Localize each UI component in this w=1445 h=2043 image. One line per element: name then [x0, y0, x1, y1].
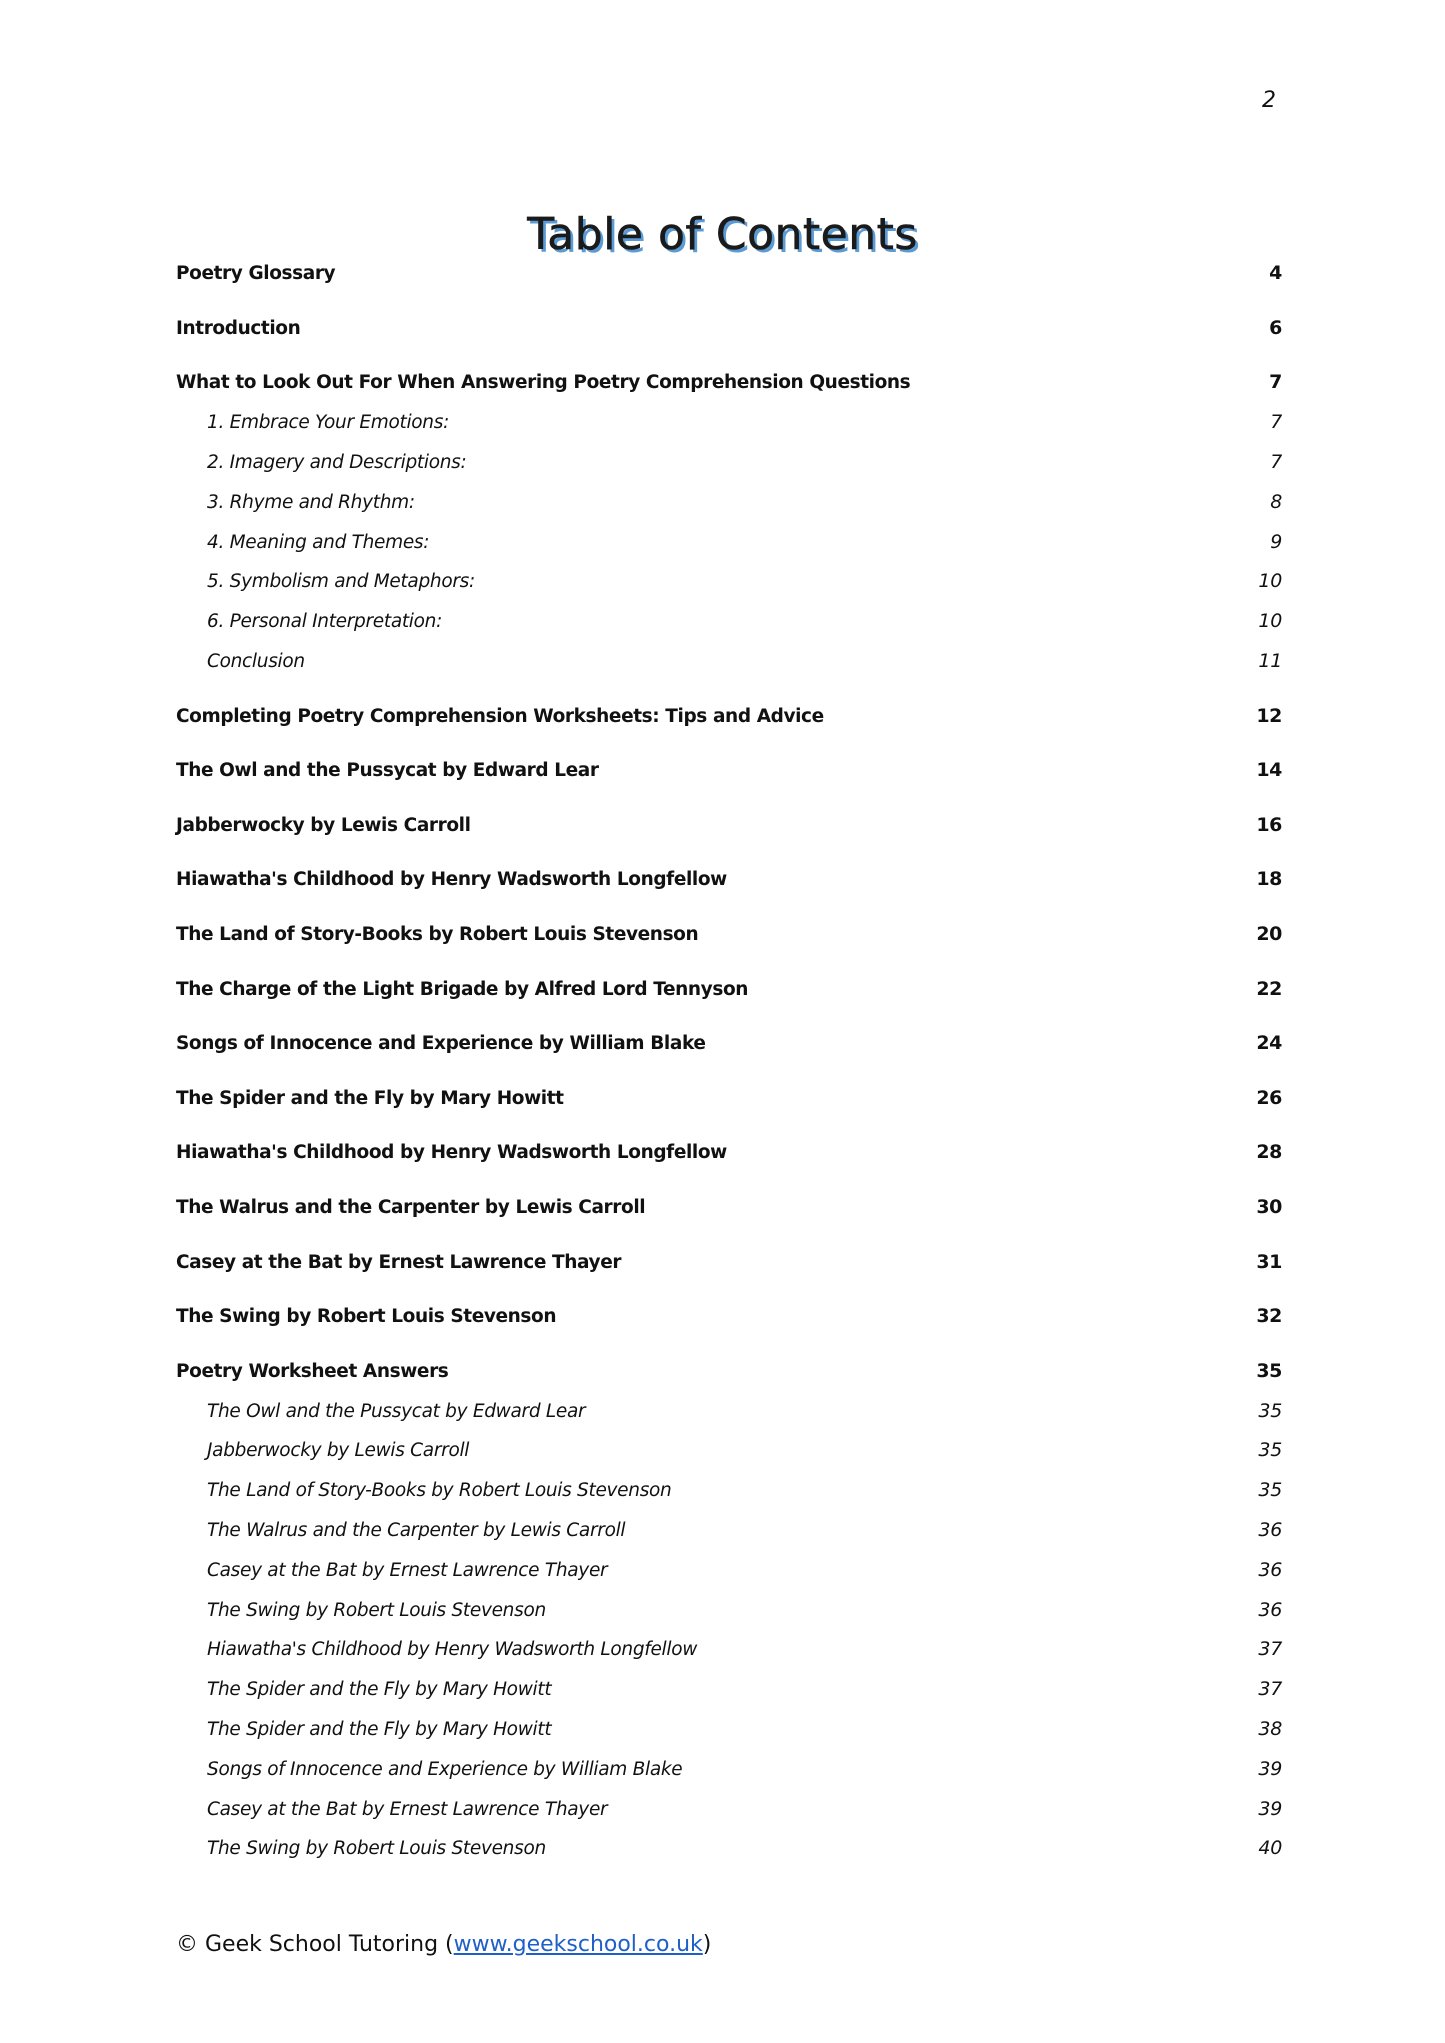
toc-entry-page: 4: [1269, 262, 1282, 284]
toc-entry-page: 38: [1258, 1718, 1282, 1741]
toc-entry-title: The Swing by Robert Louis Stevenson: [207, 1599, 546, 1621]
toc-entry-title: What to Look Out For When Answering Poetry Comprehension Questions: [176, 372, 911, 394]
copyright-text: © Geek School Tutoring (: [176, 1932, 454, 1957]
toc-entry-title: 1. Embrace Your Emotions:: [207, 412, 449, 434]
toc-entry-page: 39: [1258, 1797, 1282, 1820]
toc-subentry[interactable]: [176, 650, 1282, 705]
toc-entry-title: The Spider and the Fly by Mary Howitt: [176, 1087, 564, 1109]
toc-entry-page: 10: [1258, 610, 1282, 633]
toc-entry-title: The Owl and the Pussycat by Edward Lear: [207, 1400, 586, 1422]
toc-subentry[interactable]: [176, 531, 1282, 571]
website-link[interactable]: www.geekschool.co.uk: [453, 1932, 703, 1957]
toc-entry-title: The Swing by Robert Louis Stevenson: [176, 1306, 557, 1328]
toc-entry[interactable]: [176, 1196, 1282, 1251]
toc-entry[interactable]: [176, 317, 1282, 372]
toc-entry-page: 37: [1258, 1678, 1282, 1701]
toc-entry-page: 14: [1256, 759, 1282, 782]
toc-entry[interactable]: [176, 1251, 1282, 1306]
toc-entry-title: Poetry Worksheet Answers: [176, 1360, 449, 1382]
toc-entry-page: 24: [1256, 1032, 1282, 1055]
toc-entry-page: 35: [1258, 1439, 1282, 1462]
toc-subentry[interactable]: [176, 1837, 1282, 1877]
toc-entry-title: Casey at the Bat by Ernest Lawrence Thayer: [176, 1251, 622, 1273]
toc-entry-title: 2. Imagery and Descriptions:: [207, 451, 467, 473]
toc-entry-page: 7: [1269, 371, 1282, 394]
toc-subentry[interactable]: [176, 1400, 1282, 1440]
toc-entry-page: 11: [1258, 649, 1282, 672]
toc-subentry[interactable]: [176, 570, 1282, 610]
copyright-close: ): [702, 1932, 712, 1957]
toc-entry-title: Hiawatha's Childhood by Henry Wadsworth Longfellow: [176, 869, 727, 891]
toc-entry[interactable]: [176, 1305, 1282, 1360]
toc-entry-page: 8: [1270, 490, 1282, 513]
toc-entry-title: Completing Poetry Comprehension Worksheets: Tips and Advice: [176, 705, 824, 727]
toc-entry[interactable]: [176, 759, 1282, 814]
toc-entry-title: Jabberwocky by Lewis Carroll: [207, 1440, 470, 1462]
toc-entry-title: 3. Rhyme and Rhythm:: [207, 491, 415, 513]
toc-entry[interactable]: [176, 705, 1282, 760]
toc-entry-page: 28: [1256, 1141, 1282, 1164]
toc-entry[interactable]: [176, 1087, 1282, 1142]
toc-entry[interactable]: [176, 923, 1282, 978]
toc-entry[interactable]: [176, 1032, 1282, 1087]
toc-entry-page: 35: [1258, 1479, 1282, 1502]
toc-entry-page: 7: [1270, 450, 1282, 473]
toc-entry-page: 36: [1258, 1598, 1282, 1621]
toc-entry[interactable]: [176, 262, 1282, 317]
toc-entry-title: Poetry Glossary: [176, 263, 336, 284]
toc-entry[interactable]: [176, 1360, 1282, 1400]
toc-entry-title: The Owl and the Pussycat by Edward Lear: [176, 760, 599, 782]
toc-entry-title: Introduction: [176, 317, 301, 339]
toc-entry-title: The Swing by Robert Louis Stevenson: [207, 1838, 546, 1860]
toc-subentry[interactable]: [176, 1798, 1282, 1838]
toc-subentry[interactable]: [176, 411, 1282, 451]
toc-entry-page: 18: [1256, 868, 1282, 891]
toc-entry-page: 35: [1256, 1359, 1282, 1382]
toc-entry[interactable]: [176, 371, 1282, 411]
toc-entry-page: 39: [1258, 1757, 1282, 1780]
toc-entry-title: The Walrus and the Carpenter by Lewis Carroll: [176, 1196, 646, 1218]
toc-entry-page: 36: [1258, 1558, 1282, 1581]
toc-entry-title: Casey at the Bat by Ernest Lawrence Thayer: [207, 1559, 608, 1581]
toc-subentry[interactable]: [176, 1758, 1282, 1798]
toc-entry[interactable]: [176, 978, 1282, 1033]
toc-entry-title: Jabberwocky by Lewis Carroll: [176, 814, 471, 836]
footer: [176, 1932, 711, 1957]
toc-subentry[interactable]: [176, 451, 1282, 491]
toc-entry-page: 12: [1256, 704, 1282, 727]
toc-entry-page: 20: [1256, 922, 1282, 945]
toc-entry-title: The Land of Story-Books by Robert Louis Stevenson: [176, 923, 699, 945]
toc-subentry[interactable]: [176, 491, 1282, 531]
toc-entry-page: 35: [1258, 1399, 1282, 1422]
toc-subentry[interactable]: [176, 1678, 1282, 1718]
toc-entry-page: 10: [1258, 570, 1282, 593]
toc-entry-page: 7: [1270, 411, 1282, 434]
toc-entry[interactable]: [176, 868, 1282, 923]
page-number: 2: [1262, 88, 1276, 113]
toc-entry-title: The Spider and the Fly by Mary Howitt: [207, 1679, 552, 1701]
toc-entry-page: 26: [1256, 1086, 1282, 1109]
toc-entry-title: The Charge of the Light Brigade by Alfred Lord Tennyson: [176, 978, 749, 1000]
toc-subentry[interactable]: [176, 1479, 1282, 1519]
toc-subentry[interactable]: [176, 1638, 1282, 1678]
toc-entry-page: 6: [1269, 316, 1282, 339]
toc-entry-title: 5. Symbolism and Metaphors:: [207, 571, 475, 593]
toc-entry-page: 36: [1258, 1519, 1282, 1542]
toc-subentry[interactable]: [176, 1718, 1282, 1758]
toc-entry-page: 37: [1258, 1638, 1282, 1661]
toc-entry-page: 40: [1258, 1837, 1282, 1860]
page-title: Table of Contents: [527, 209, 918, 261]
toc-entry-page: 31: [1256, 1250, 1282, 1273]
toc-entry-title: 4. Meaning and Themes:: [207, 531, 430, 553]
toc-entry-title: The Land of Story-Books by Robert Louis Stevenson: [207, 1480, 672, 1502]
toc-entry-title: Songs of Innocence and Experience by William Blake: [207, 1758, 683, 1780]
toc-entry-title: Hiawatha's Childhood by Henry Wadsworth Longfellow: [176, 1142, 727, 1164]
toc-subentry[interactable]: [176, 1439, 1282, 1479]
toc-entry-page: 16: [1256, 813, 1282, 836]
toc-entry-title: The Walrus and the Carpenter by Lewis Carroll: [207, 1520, 626, 1542]
toc-subentry[interactable]: [176, 1599, 1282, 1639]
table-of-contents: [176, 262, 1282, 1877]
toc-entry-page: 30: [1256, 1195, 1282, 1218]
toc-subentry[interactable]: [176, 1559, 1282, 1599]
toc-entry-title: Hiawatha's Childhood by Henry Wadsworth Longfellow: [207, 1639, 698, 1661]
toc-entry-title: Songs of Innocence and Experience by William Blake: [176, 1033, 706, 1055]
toc-entry[interactable]: [176, 1141, 1282, 1196]
toc-entry[interactable]: [176, 814, 1282, 869]
toc-subentry[interactable]: [176, 610, 1282, 650]
toc-entry-title: The Spider and the Fly by Mary Howitt: [207, 1719, 552, 1741]
toc-entry-page: 32: [1256, 1305, 1282, 1328]
toc-entry-title: Casey at the Bat by Ernest Lawrence Thayer: [207, 1798, 608, 1820]
toc-entry-page: 9: [1270, 530, 1282, 553]
toc-entry-title: 6. Personal Interpretation:: [207, 611, 443, 633]
toc-entry-page: 22: [1256, 977, 1282, 1000]
toc-subentry[interactable]: [176, 1519, 1282, 1559]
toc-entry-title: Conclusion: [207, 650, 305, 672]
